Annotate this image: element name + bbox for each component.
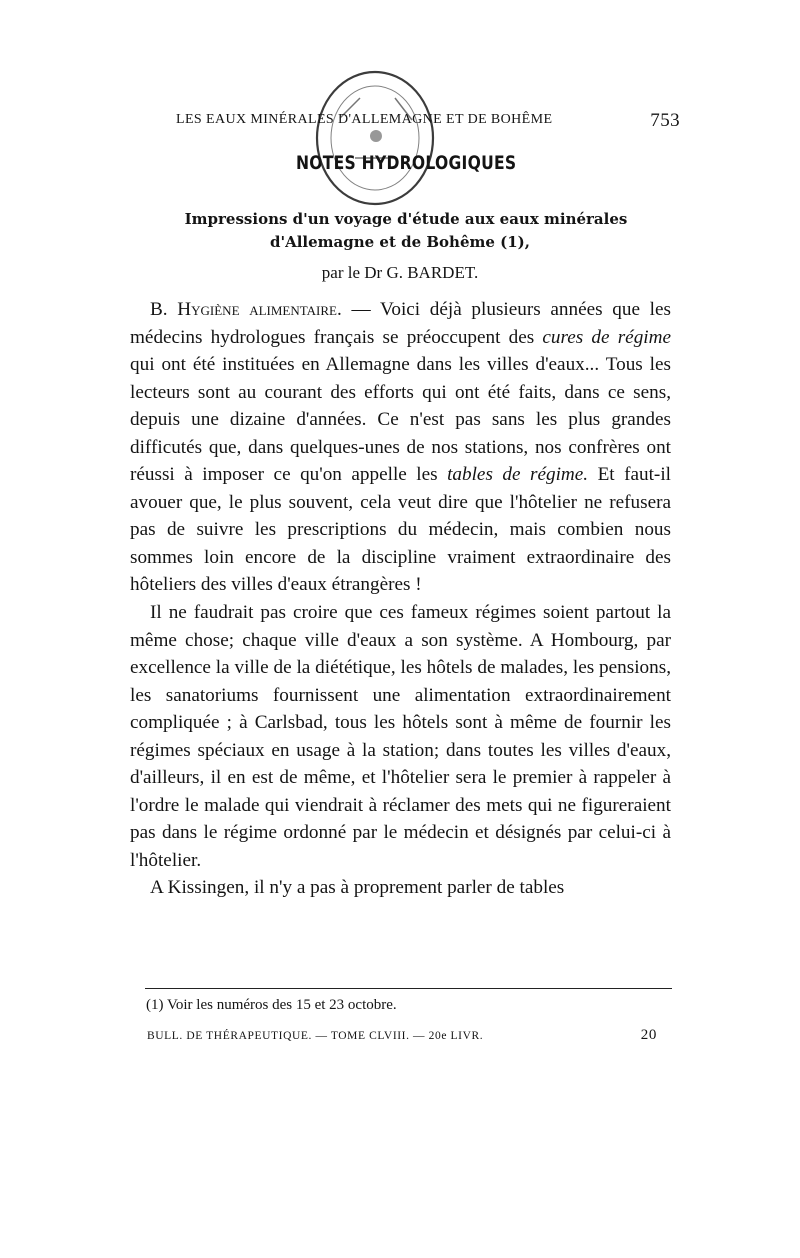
running-head-title: LES EAUX MINÉRALES D'ALLEMAGNE ET DE BOHÊME: [176, 112, 553, 127]
paragraph-1-emphasis-2: tables de régime.: [447, 464, 589, 486]
paragraph-1-heading: Hygiène alimentaire.: [177, 299, 342, 320]
article-subtitle-line-2: d'Allemagne et de Bohême (1),: [270, 233, 530, 251]
paragraph-1-text-b: qui ont été instituées en Allemagne dans les villes d'eaux... Tous les lecteurs sont au courant des efforts qui ont été faits, dans ce sens, depuis une dizaine d'années. Ce n'est pas sans les plus grandes difficutés que, dans quelques-unes de nos stations, nos confrères ont réussi à imposer ce qu'on appelle les: [130, 354, 671, 486]
paragraph-1-text-a: — Voici déjà plusieurs années que les médecins hydrologues français se préoccupent des: [130, 299, 671, 348]
paragraph-1: [130, 296, 671, 599]
article-subtitle-line-1: Impressions d'un voyage d'étude aux eaux minérales: [184, 210, 628, 228]
paragraph-3: A Kissingen, il n'y a pas à proprement parler de tables: [150, 877, 565, 899]
signature-text: BULL. DE THÉRAPEUTIQUE. — TOME CLVIII. — 20e LIVR.: [147, 1030, 484, 1042]
section-title: NOTES HYDROLOGIQUES: [296, 152, 517, 174]
author-byline: par le Dr G. BARDET.: [321, 263, 479, 282]
paragraph-1-lead: B.: [150, 299, 178, 320]
page-number: 753: [650, 110, 680, 131]
signature-number: 20: [640, 1027, 657, 1043]
footnote-divider: [145, 988, 672, 989]
footnote: (1) Voir les numéros des 15 et 23 octobre.: [146, 997, 397, 1013]
paragraph-1-emphasis-1: cures de régime: [542, 326, 671, 348]
paragraph-2: Il ne faudrait pas croire que ces fameux régimes soient partout la même chose; chaque ville d'eaux a son système. A Hombourg, par excellence la ville de la diététique, les hôtels de malades, les pensions, les sanatoriums fournissent une alimentation extraordinairement compliquée ; à Carlsbad, tous les hôtels sont à même de fournir les régimes spéciaux en usage à la station; dans toutes les villes d'eaux, d'ailleurs, il en est de même, et l'hôtelier sera le premier à rappeler à l'ordre le malade qui viendrait à réclamer des mets qui ne figureraient pas dans le régime ordonné par le médecin et désignés par celui-ci à l'hôtelier.: [130, 602, 671, 871]
paragraph-1-text-c: Et faut-il avouer que, le plus souvent, cela veut dire que l'hôtelier ne refusera pas de suivre les prescriptions du médecin, mais combien nous sommes loin encore de la discipline vraiment extraordinaire des hôteliers des villes d'eaux étrangères !: [130, 464, 671, 596]
library-stamp-icon: [300, 58, 450, 218]
article-body: [130, 296, 671, 902]
